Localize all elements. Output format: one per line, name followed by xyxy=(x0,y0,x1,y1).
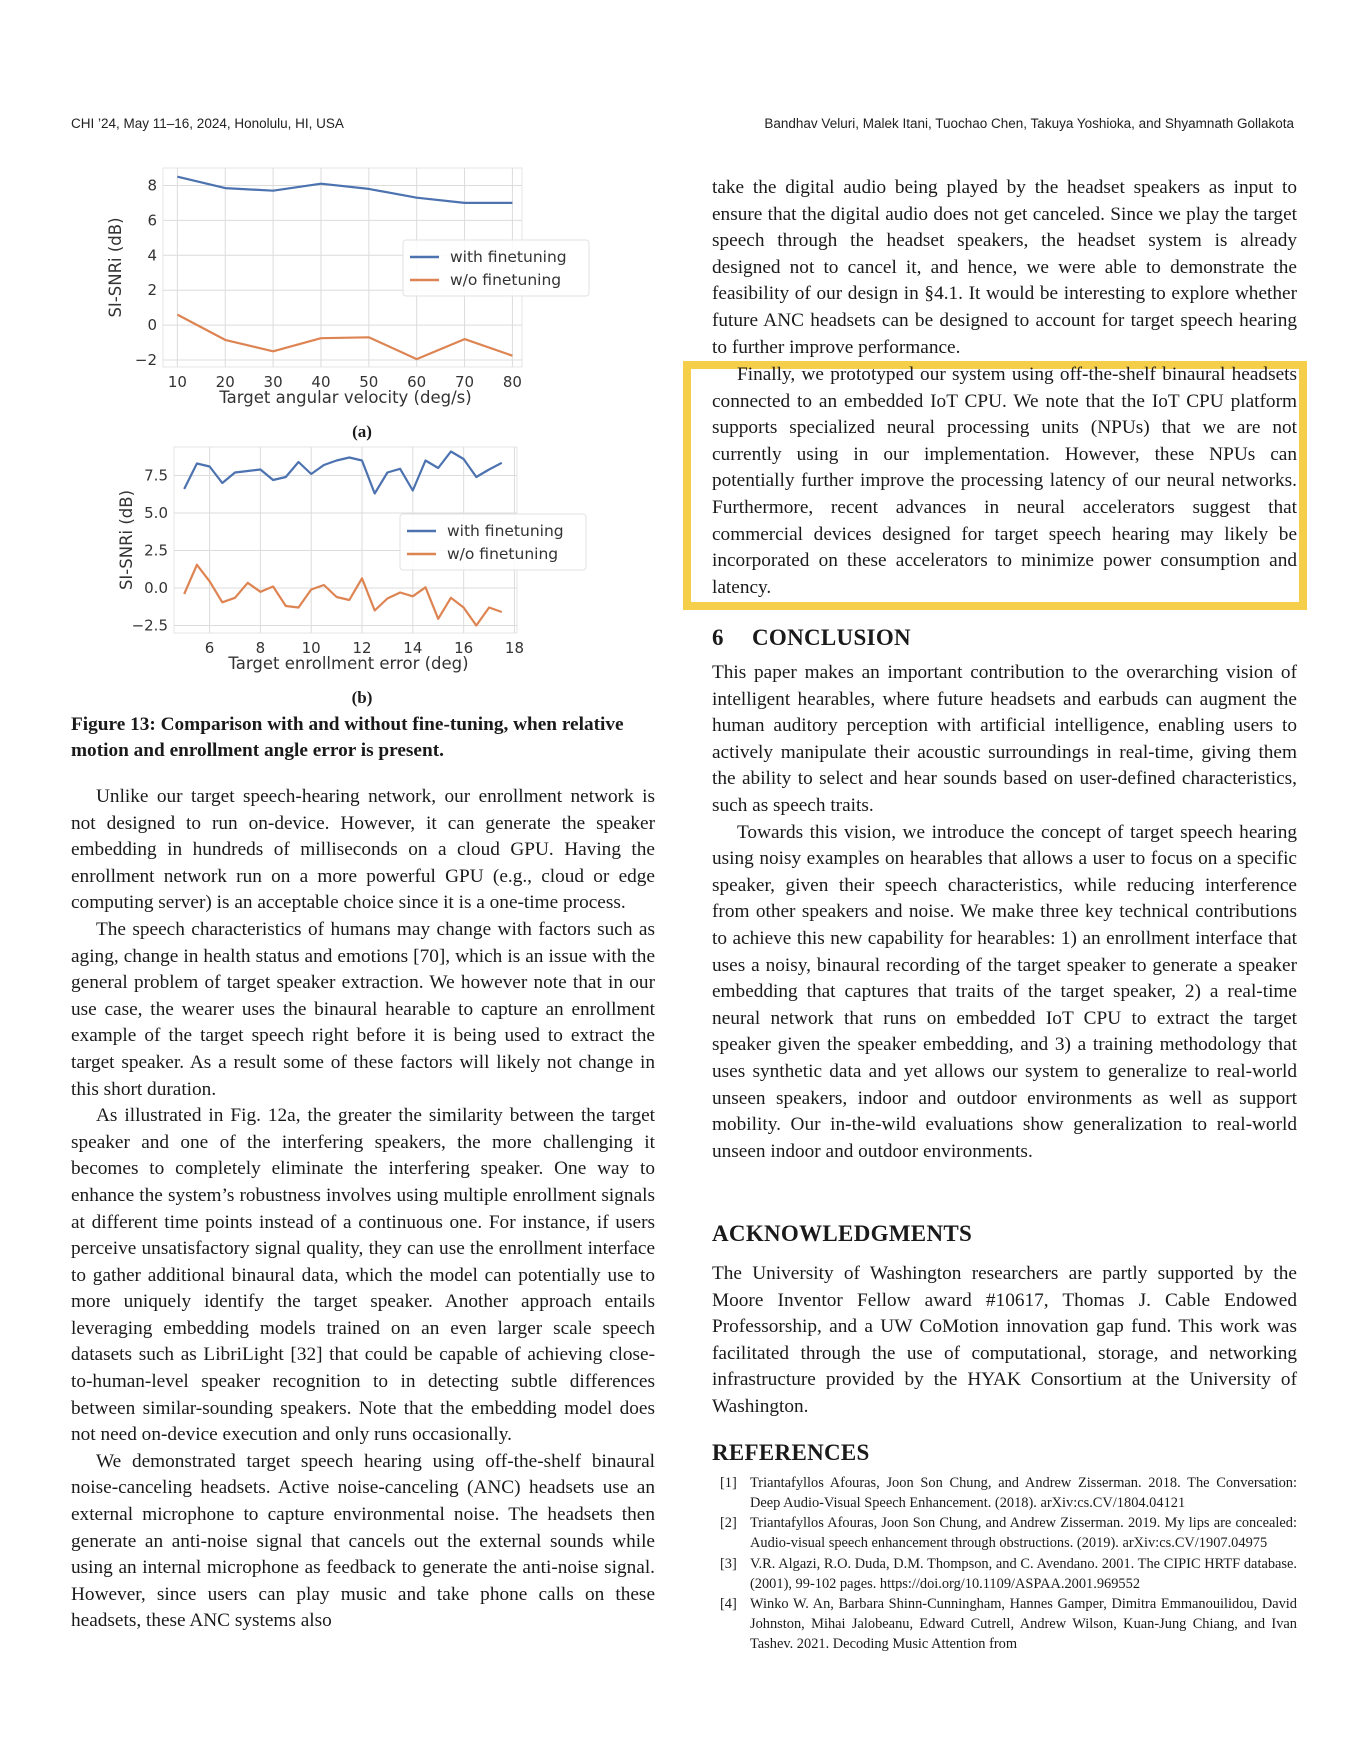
paragraph: Finally, we prototyped our system using off-the-shelf binaural headsets connected to an embedded IoT CPU. We note that the IoT CPU platform supports specialized neural processing units (NPUs) that we are not currently using in our implementation. However, these NPUs can potentially further improve the processing latency of our neural networks. Furthermore, recent advances in neural accelerators suggest that commercial devices designed for target speech hearing may likely be incorporated on these accelerators to minimize power consumption and latency. xyxy=(712,364,1297,598)
section-heading-references: REFERENCES xyxy=(712,1440,870,1465)
data-point xyxy=(297,606,299,608)
x-tick-label: 10 xyxy=(167,373,187,391)
data-point xyxy=(285,476,287,478)
data-point xyxy=(285,605,287,607)
data-point xyxy=(412,489,414,491)
y-tick-label: 2.5 xyxy=(144,541,168,560)
y-axis-label: SI-SNRi (dB) xyxy=(106,217,125,318)
reference-number: [1] xyxy=(720,1475,737,1491)
data-point xyxy=(374,609,376,611)
figure-caption: Figure 13: Comparison with and without fine-tuning, when relative motion and enrollment angle error is present. xyxy=(71,714,624,761)
section-title: CONCLUSION xyxy=(752,625,911,650)
reference-number: [4] xyxy=(720,1596,737,1613)
y-tick-label: 0 xyxy=(147,316,157,335)
paragraph: Unlike our target speech-hearing network, our enrollment network is not designed to run on-device. However, it can generate the speaker embedding in hundreds of milliseconds on a cloud GPU. Having the enrollment network run on a more powerful GPU (e.g., cloud or edge computing server) is an acceptable choice since it is a one-time process. xyxy=(71,786,655,914)
x-tick-label: 50 xyxy=(359,373,379,391)
reference-item xyxy=(712,1595,1297,1654)
data-point xyxy=(412,595,414,597)
legend-label: with finetuning xyxy=(447,522,564,540)
right-column-continuation xyxy=(712,175,1297,361)
section-heading-acknowledgments: ACKNOWLEDGMENTS xyxy=(712,1221,973,1246)
y-tick-label: 5.0 xyxy=(144,504,168,522)
data-point xyxy=(336,459,338,461)
x-tick-label: 6 xyxy=(204,639,215,657)
data-point xyxy=(386,597,388,599)
reference-item xyxy=(712,1474,1297,1513)
reference-text[interactable]: V.R. Algazi, R.O. Duda, D.M. Thompson, and C. Avendano. 2001. The CIPIC HRTF database. (2001), 99-102 pages. https://doi.org/10.1109/ASPAA.2001.969552 xyxy=(750,1555,1297,1592)
figure-13b xyxy=(0,0,600,690)
data-point xyxy=(247,582,249,584)
x-tick-label: 60 xyxy=(407,373,427,391)
data-point xyxy=(247,470,249,472)
y-tick-label: 7.5 xyxy=(144,466,168,485)
data-point xyxy=(399,591,401,593)
data-point xyxy=(463,458,465,460)
x-tick-label: 20 xyxy=(215,373,235,391)
data-point xyxy=(221,482,223,484)
data-point xyxy=(488,468,490,470)
data-point xyxy=(488,606,490,608)
data-point xyxy=(208,465,210,467)
paragraph: Towards this vision, we introduce the concept of target speech hearing using noisy examples on hearables that allows a user to focus on a specific speaker, given their speech characteristics, while reducing interference from other speakers and noise. We make three key technical contributions to achieve this new capability for hearables: 1) an enrollment interface that uses a noisy, binaural recording of the target speaker to generate a speaker embedding that captures that traits of the target speaker, 2) a real-time neural network that runs on embedded IoT CPU to extract the target speaker given the speaker embedding, and 3) a training methodology that uses synthetic data and yet allows our system to generalize to real-world unseen speakers, indoor and outdoor environments as well as support mobility. Our in-the-wild evaluations show generalization to real-world unseen indoor and outdoor environments. xyxy=(712,821,1297,1162)
legend-label: with finetuning xyxy=(450,248,567,266)
y-tick-label: −2.5 xyxy=(131,616,168,635)
acknowledgments-body xyxy=(712,1261,1297,1421)
x-axis-label: Target angular velocity (deg/s) xyxy=(219,388,472,407)
subcaption-b: (b) xyxy=(351,688,373,707)
reference-text[interactable]: Winko W. An, Barbara Shinn-Cunningham, Hannes Gamper, Dimitra Emmanouilidou, David Johnston, Mihai Jalobeanu, Edward Cutrell, Andrew Wilson, Kuan-Jung Chiang, and Ivan Tashev. 2021. Decoding Music Attention from xyxy=(750,1596,1297,1652)
y-tick-label: 2 xyxy=(147,281,157,300)
highlighted-paragraph xyxy=(712,362,1297,601)
data-point xyxy=(272,479,274,481)
data-point xyxy=(259,591,261,593)
data-point xyxy=(463,606,465,608)
x-tick-label: 70 xyxy=(455,373,475,391)
data-point xyxy=(374,492,376,494)
data-point xyxy=(336,596,338,598)
paragraph: take the digital audio being played by the headset speakers as input to ensure that the digital audio does not get canceled. Since we play the target speech through the headset speakers, the headset system is already designed not to cancel it, and hence, we were able to demonstrate the feasibility of our design in §4.1. It would be interesting to explore whether future ANC headsets can be designed to account for target speech hearing to further improve performance. xyxy=(712,177,1297,358)
y-tick-label: 0.0 xyxy=(144,579,168,597)
data-point xyxy=(348,599,350,601)
data-point xyxy=(361,577,363,579)
x-tick-label: 8 xyxy=(255,639,266,657)
data-point xyxy=(323,584,325,586)
reference-text[interactable]: Triantafyllos Afouras, Joon Son Chung, and Andrew Zisserman. 2018. The Conversation: Deep Audio-Visual Speech Enhancement. (2018). arXiv:cs.CV/1804.04121 xyxy=(750,1475,1297,1511)
data-point xyxy=(348,456,350,458)
x-axis-label: Target enrollment error (deg) xyxy=(228,654,469,673)
x-tick-label: 14 xyxy=(403,639,423,657)
data-point xyxy=(234,597,236,599)
legend-label: w/o finetuning xyxy=(450,271,562,289)
reference-text[interactable]: Triantafyllos Afouras, Joon Son Chung, and Andrew Zisserman. 2019. My lips are concealed: Audio-visual speech enhancement through obstructions. (2019). arXiv:cs.CV/1907.04975 xyxy=(750,1515,1297,1552)
reference-item xyxy=(712,1514,1297,1553)
paragraph: As illustrated in Fig. 12a, the greater the similarity between the target speaker and one of the interfering speakers, the more challenging it becomes to completely eliminate the interfering speaker. One way to enhance the system’s robustness involves using multiple enrollment signals at different time points instead of a continuous one. For instance, if users perceive unsatisfactory signal quality, they can use the enrollment interface to gather additional binaural data, which the model can potentially use to more uniquely identify the target speaker. Another approach entails leveraging embedding models trained on an even larger scale speech datasets such as LibriLight [32] that could be capable of achieving close-to-human-level speaker recognition to in detecting subtle differences between similar-sounding speakers. Note that the embedding model does not need on-device execution and only runs occasionally. xyxy=(71,1105,655,1446)
data-point xyxy=(272,585,274,587)
data-point xyxy=(475,476,477,478)
data-point xyxy=(501,611,503,613)
data-point xyxy=(297,461,299,463)
reference-item xyxy=(712,1555,1297,1594)
data-point xyxy=(208,580,210,582)
data-point xyxy=(475,624,477,626)
paragraph: We demonstrated target speech hearing using off-the-shelf binaural noise-canceling headsets. Active noise-canceling (ANC) headsets use an external microphone to capture environmental noise. The headsets then generate an anti-noise signal that cancels out the external sounds while using an internal microphone as feedback to generate the anti-noise signal. However, since users can play music and take phone calls on these headsets, these ANC systems also xyxy=(71,1450,655,1632)
data-point xyxy=(399,468,401,470)
data-point xyxy=(196,462,198,464)
legend-label: w/o finetuning xyxy=(447,545,559,563)
reference-number: [2] xyxy=(720,1515,737,1532)
data-point xyxy=(437,467,439,469)
subcaption-a: (a) xyxy=(352,422,372,441)
x-tick-label: 10 xyxy=(301,639,321,657)
paragraph: This paper makes an important contribution to the overarching vision of intelligent hearables, where future headsets and earbuds can augment the human auditory perception with artificial intelligence, enabling users to actively manipulate their acoustic surroundings in real-time, giving them the ability to select and hear sounds based on user-defined characteristics, such as speech traits. xyxy=(712,662,1297,816)
x-tick-label: 30 xyxy=(263,373,283,391)
x-tick-label: 12 xyxy=(352,639,372,657)
data-point xyxy=(361,459,363,461)
section-number: 6 xyxy=(712,625,724,650)
data-point xyxy=(424,586,426,588)
data-point xyxy=(221,601,223,603)
y-tick-label: 6 xyxy=(147,211,157,230)
x-tick-label: 40 xyxy=(311,373,331,391)
y-tick-label: −2 xyxy=(134,351,157,370)
data-point xyxy=(424,459,426,461)
x-tick-label: 16 xyxy=(454,639,474,657)
reference-number: [3] xyxy=(720,1555,737,1572)
references-list xyxy=(712,1474,1297,1655)
paragraph: The University of Washington researchers are partly supported by the Moore Inventor Fellow award #10617, Thomas J. Cable Endowed Professorship, and a UW CoMotion innovation gap fund. This work was facilitated through the use of computational, storage, and networking infrastructure provided by the HYAK Consortium at the University of Washington. xyxy=(712,1263,1297,1417)
left-column xyxy=(71,784,655,1635)
data-point xyxy=(450,597,452,599)
data-point xyxy=(183,593,185,595)
x-tick-label: 18 xyxy=(504,639,525,657)
chart-b xyxy=(0,0,600,690)
data-point xyxy=(501,462,503,464)
data-point xyxy=(437,618,439,620)
data-point xyxy=(450,450,452,452)
paragraph: The speech characteristics of humans may change with factors such as aging, change in health status and emotions [70], which is an issue with the general problem of target speaker extraction. We however note that in our use case, the wearer uses the binaural hearable to capture an enrollment example of the target speech right before it is being used to extract the target speaker. As a result some of these factors will likely not change in this short duration. xyxy=(71,918,655,1100)
data-point xyxy=(323,464,325,466)
y-tick-label: 8 xyxy=(147,176,157,195)
conclusion-body xyxy=(712,660,1297,1165)
running-header-venue: CHI ’24, May 11–16, 2024, Honolulu, HI, USA xyxy=(71,116,344,131)
x-tick-label: 80 xyxy=(502,373,522,391)
section-heading-conclusion xyxy=(712,625,911,651)
data-point xyxy=(259,468,261,470)
data-point xyxy=(183,488,185,490)
data-point xyxy=(310,588,312,590)
data-point xyxy=(386,471,388,473)
data-point xyxy=(234,471,236,473)
data-point xyxy=(310,473,312,475)
running-header-authors: Bandhav Veluri, Malek Itani, Tuochao Chen, Takuya Yoshioka, and Shyamnath Gollakota xyxy=(764,116,1294,131)
y-axis-label: SI-SNRi (dB) xyxy=(117,489,136,591)
data-point xyxy=(196,564,198,566)
y-tick-label: 4 xyxy=(147,246,157,265)
